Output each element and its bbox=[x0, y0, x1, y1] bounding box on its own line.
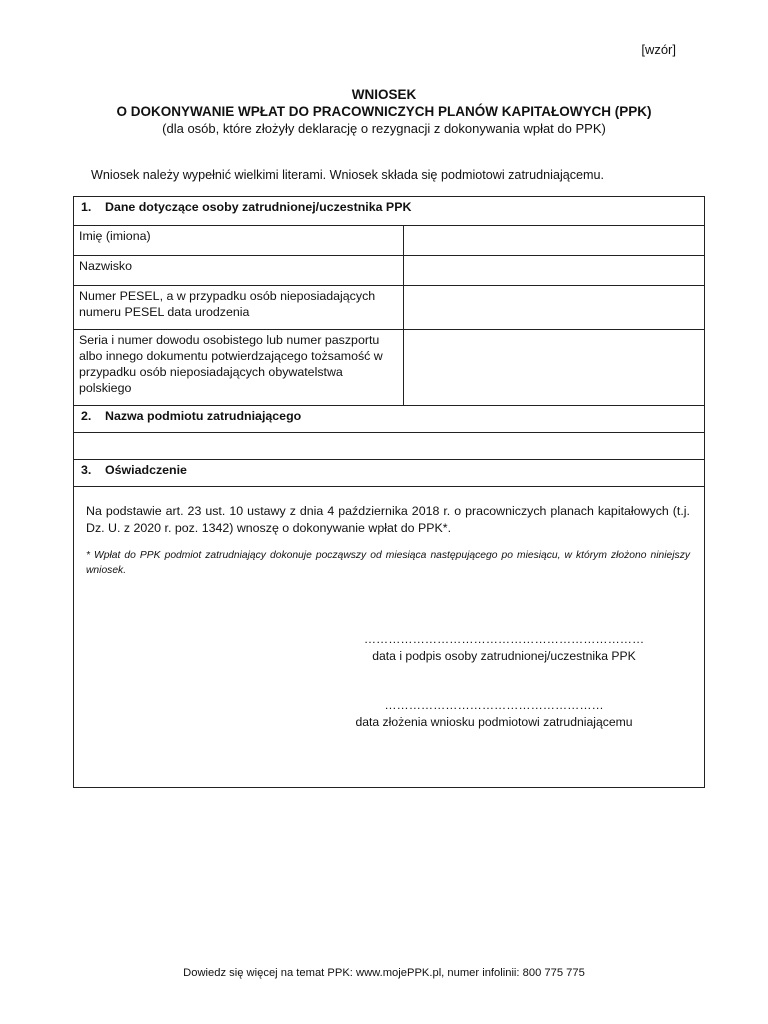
submission-date-line[interactable]: ……………………………………………… bbox=[384, 698, 604, 712]
surname-field[interactable] bbox=[404, 256, 705, 286]
document-subtitle: O DOKONYWANIE WPŁAT DO PRACOWNICZYCH PLANÓW KAPITAŁOWYCH (PPK) bbox=[116, 104, 652, 119]
document-header bbox=[0, 86, 768, 137]
section-1-title: Dane dotyczące osoby zatrudnionej/uczestnika PPK bbox=[105, 200, 412, 214]
employee-signature-label: data i podpis osoby zatrudnionej/uczestnika PPK bbox=[372, 649, 636, 663]
document-title: WNIOSEK bbox=[351, 87, 417, 102]
id-document-label: Seria i numer dowodu osobistego lub numer paszportu albo innego dokumentu potwierdzającego tożsamość w przypadku osób nieposiadających obywatelstwa polskiego bbox=[74, 330, 404, 406]
instruction-text: Wniosek należy wypełnić wielkimi literami. Wniosek składa się podmiotowi zatrudniającemu. bbox=[91, 168, 605, 182]
section-2-title: Nazwa podmiotu zatrudniającego bbox=[105, 409, 302, 423]
first-name-field[interactable] bbox=[404, 226, 705, 256]
declaration-text: Na podstawie art. 23 ust. 10 ustawy z dnia 4 października 2018 r. o pracowniczych planach kapitałowych (t.j. Dz. U. z 2020 r. poz. 1342) wnoszę o dokonywanie wpłat do PPK*. bbox=[86, 504, 690, 535]
section-2-number: 2. bbox=[81, 409, 92, 423]
section-3-title: Oświadczenie bbox=[105, 463, 187, 477]
first-name-label: Imię (imiona) bbox=[74, 226, 404, 256]
employee-signature-line[interactable]: …………………………………………………………… bbox=[363, 632, 645, 646]
pesel-label: Numer PESEL, a w przypadku osób nieposiadających numeru PESEL data urodzenia bbox=[74, 286, 404, 330]
application-form bbox=[73, 196, 705, 788]
submission-date-block bbox=[319, 697, 669, 731]
pesel-field[interactable] bbox=[404, 286, 705, 330]
section-1-number: 1. bbox=[81, 200, 92, 214]
employee-signature-block bbox=[329, 631, 679, 665]
declaration-box bbox=[74, 487, 705, 788]
submission-date-label: data złożenia wniosku podmiotowi zatrudniającemu bbox=[355, 715, 633, 729]
employer-name-field[interactable] bbox=[74, 433, 705, 460]
id-document-field[interactable] bbox=[404, 330, 705, 406]
section-1-header bbox=[74, 197, 705, 226]
section-3-header bbox=[74, 460, 705, 487]
section-2-header bbox=[74, 406, 705, 433]
surname-label: Nazwisko bbox=[74, 256, 404, 286]
footnote-text: * Wpłat do PPK podmiot zatrudniający dokonuje począwszy od miesiąca następującego po miesiącu, w którym złożono niniejszy wniosek. bbox=[86, 550, 690, 576]
template-label: [wzór] bbox=[641, 42, 676, 57]
footer-info: Dowiedz się więcej na temat PPK: www.mojePPK.pl, numer infolinii: 800 775 775 bbox=[183, 967, 585, 979]
section-3-number: 3. bbox=[81, 463, 92, 477]
document-note: (dla osób, które złożyły deklarację o rezygnacji z dokonywania wpłat do PPK) bbox=[162, 121, 606, 136]
